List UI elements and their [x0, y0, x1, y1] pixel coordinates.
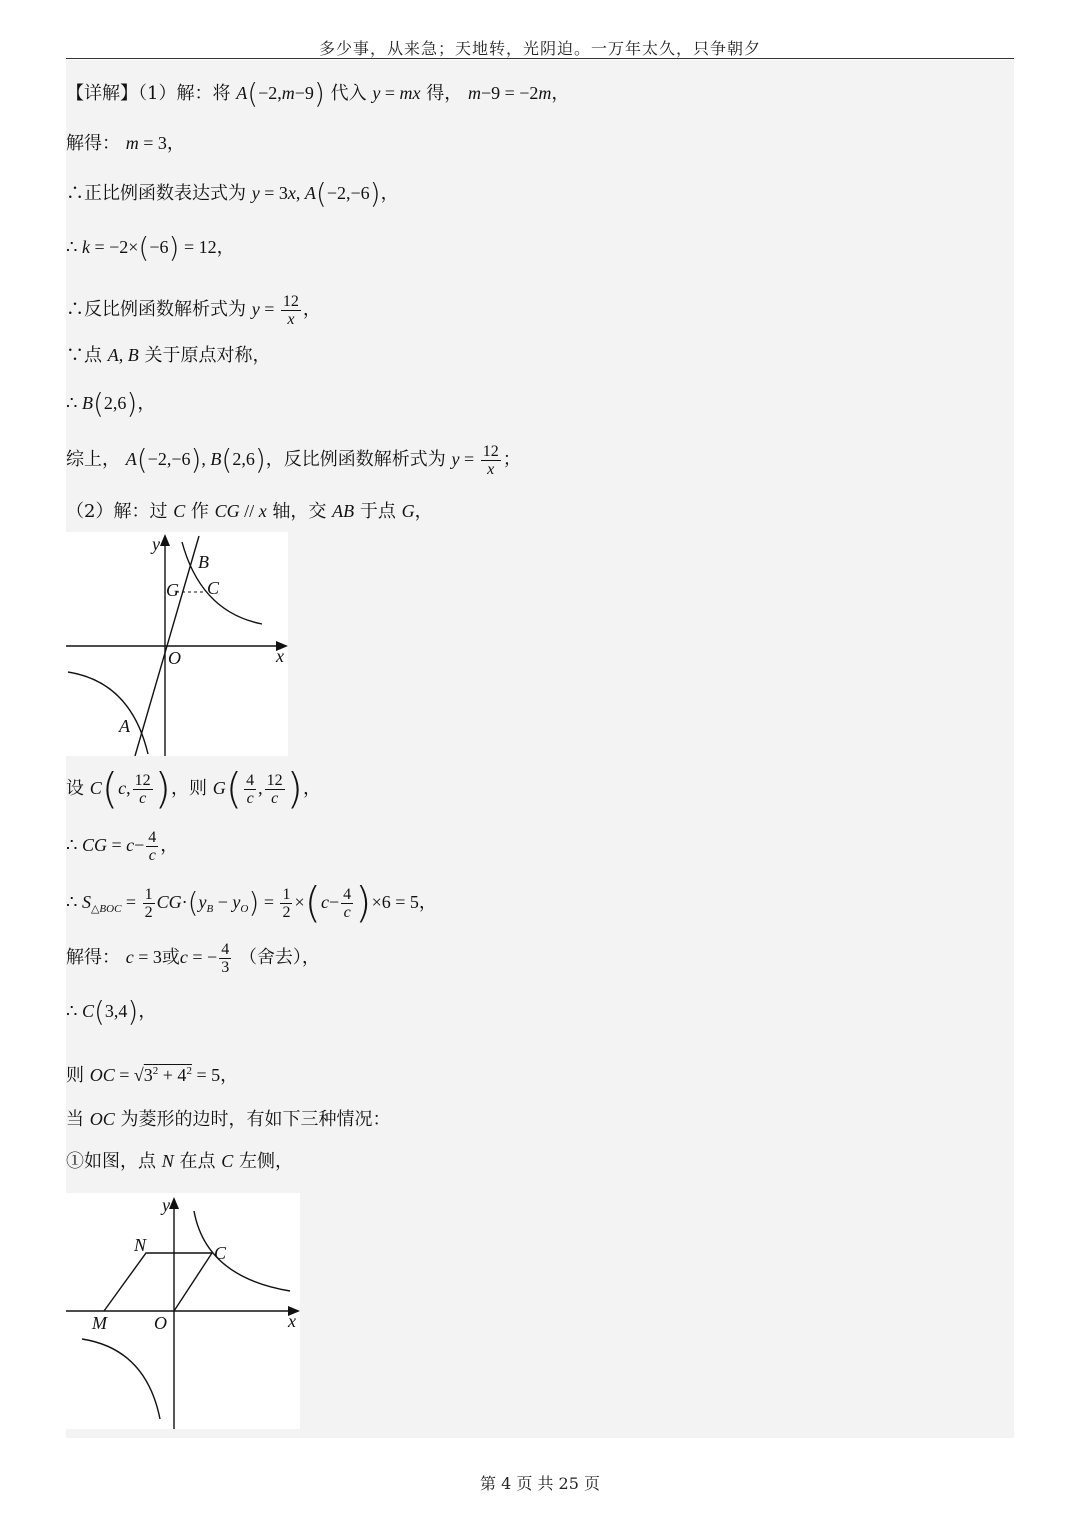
solution-line-16: 当 OC 为菱形的边时，有如下三种情况： — [66, 1109, 391, 1130]
solution-line-9: （2）解：过 C 作 CG // x 轴，交 AB 于点 G， — [66, 501, 433, 522]
solution-line-13: 解得： c = 3或c = − $\frac{4}{3}$ （舍去）， — [66, 940, 320, 976]
solution-line-14: ∴ C(3,4)， — [66, 995, 157, 1028]
label-o: O — [168, 648, 181, 668]
page-footer: 第 4 页 共 25 页 — [480, 1474, 600, 1493]
solution-line-8: 综上， A(−2,−6), B(2,6)，反比例函数解析式为 y = $\frac{12}{x}$ ； — [66, 442, 521, 478]
label-g: G — [166, 580, 179, 600]
figure-2 — [66, 1193, 300, 1429]
header-motto: 多少事，从来急；天地转，光阴迫。一万年太久，只争朝夕 — [318, 39, 761, 58]
solution-line-6: ∵点 A, B 关于原点对称， — [66, 345, 271, 366]
solution-line-1: 【详解】（1）解：将 A(−2,m−9) 代入 y = mx 得， m−9 = −2m， — [66, 77, 570, 110]
label-b: B — [198, 552, 209, 572]
solution-line-5: ∴反比例函数解析式为 y = $\frac{12}{x}$ ， — [66, 292, 321, 328]
label-x: x — [276, 646, 284, 666]
solution-body — [66, 60, 1014, 1438]
detail-bracket: 【详解】 — [66, 83, 138, 104]
solution-line-7: ∴ B(2,6)， — [66, 387, 156, 420]
solution-line-10: 设 C(c, $\frac{12}{c}$ )，则 G( $\frac{4}{c}$ , $\frac{12}{c}$ )， — [66, 764, 322, 813]
header-rule — [66, 58, 1014, 59]
solution-line-11: ∴ CG = c− $\frac{4}{c}$ ， — [66, 828, 179, 864]
solution-line-12: ∴ $S_{\triangle BOC}$ = $\frac{1}{2}$ $CG\cdot(y_B - y_O)$ = $\frac{1}{2}$ ×(c− $\frac{4}{c}$ )×6 = 5， — [66, 878, 437, 927]
y-axis-arrow — [169, 1197, 179, 1209]
label-m: M — [92, 1313, 107, 1333]
hyperbola-branch-3 — [82, 1339, 160, 1419]
figure-1 — [66, 532, 288, 756]
label-x: x — [288, 1311, 296, 1331]
solution-line-4: ∴ k = −2×(−6) = 12， — [66, 231, 235, 264]
hyperbola-branch-3 — [68, 672, 148, 754]
label-n: N — [134, 1235, 147, 1255]
y-axis-arrow — [160, 534, 170, 546]
hyperbola-branch-1 — [194, 1211, 290, 1291]
solution-line-2: 解得： m = 3， — [66, 133, 185, 154]
label-a: A — [119, 716, 130, 736]
solution-line-17: ①如图，点 N 在点 C 左侧， — [66, 1151, 293, 1172]
label-o: O — [154, 1313, 167, 1333]
solution-line-15: 则 OC = $√3^2 + 4^2 = 5$， — [66, 1065, 239, 1086]
label-y: y — [152, 534, 160, 554]
figure-2-graph — [66, 1193, 300, 1429]
label-c: C — [207, 578, 220, 598]
label-y: y — [162, 1195, 170, 1215]
solution-line-3: ∴正比例函数表达式为 y = 3x, A(−2,−6)， — [66, 177, 399, 210]
rhombus-ocnm — [104, 1253, 212, 1311]
figure-1-graph — [66, 532, 288, 756]
label-c: C — [214, 1243, 227, 1263]
